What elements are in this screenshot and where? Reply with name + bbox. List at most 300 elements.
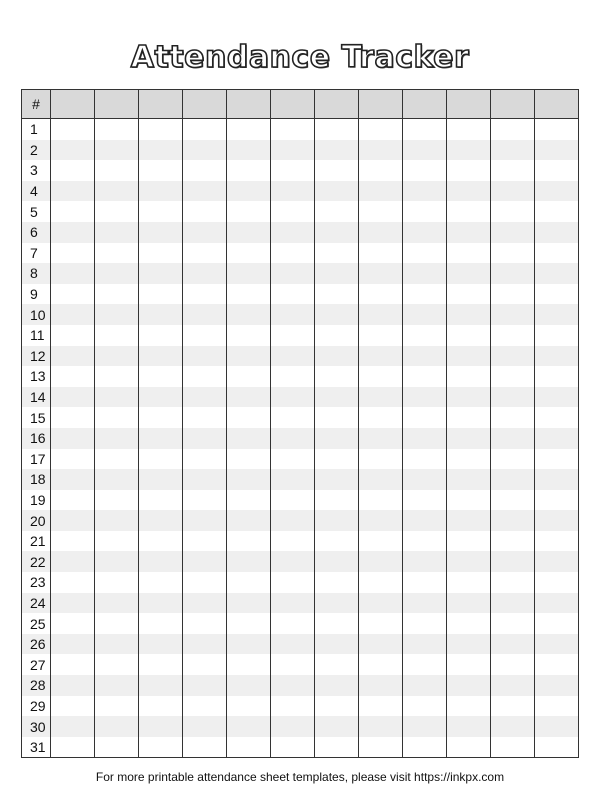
attendance-cell[interactable] — [139, 119, 183, 140]
attendance-cell[interactable] — [315, 696, 359, 717]
attendance-cell[interactable] — [359, 243, 403, 264]
attendance-cell[interactable] — [183, 654, 227, 675]
attendance-cell[interactable] — [51, 551, 95, 572]
attendance-cell[interactable] — [403, 201, 447, 222]
attendance-cell[interactable] — [51, 243, 95, 264]
attendance-cell[interactable] — [183, 469, 227, 490]
attendance-cell[interactable] — [359, 140, 403, 161]
attendance-cell[interactable] — [535, 346, 579, 367]
attendance-cell[interactable] — [535, 407, 579, 428]
attendance-cell[interactable] — [51, 469, 95, 490]
attendance-cell[interactable] — [139, 675, 183, 696]
attendance-column-header[interactable] — [51, 90, 95, 119]
attendance-cell[interactable] — [535, 304, 579, 325]
attendance-cell[interactable] — [315, 346, 359, 367]
attendance-cell[interactable] — [315, 654, 359, 675]
attendance-cell[interactable] — [491, 160, 535, 181]
attendance-column-header[interactable] — [95, 90, 139, 119]
attendance-cell[interactable] — [271, 284, 315, 305]
attendance-cell[interactable] — [535, 140, 579, 161]
attendance-cell[interactable] — [447, 181, 491, 202]
attendance-cell[interactable] — [139, 613, 183, 634]
attendance-cell[interactable] — [95, 428, 139, 449]
attendance-cell[interactable] — [403, 304, 447, 325]
attendance-cell[interactable] — [535, 201, 579, 222]
attendance-cell[interactable] — [271, 469, 315, 490]
attendance-cell[interactable] — [51, 325, 95, 346]
attendance-cell[interactable] — [491, 531, 535, 552]
attendance-cell[interactable] — [491, 737, 535, 758]
attendance-cell[interactable] — [95, 696, 139, 717]
attendance-cell[interactable] — [95, 222, 139, 243]
attendance-cell[interactable] — [315, 263, 359, 284]
attendance-cell[interactable] — [359, 675, 403, 696]
attendance-cell[interactable] — [183, 263, 227, 284]
attendance-column-header[interactable] — [183, 90, 227, 119]
attendance-cell[interactable] — [491, 551, 535, 572]
attendance-cell[interactable] — [139, 716, 183, 737]
attendance-cell[interactable] — [403, 449, 447, 470]
attendance-cell[interactable] — [535, 449, 579, 470]
attendance-cell[interactable] — [183, 181, 227, 202]
attendance-cell[interactable] — [359, 160, 403, 181]
attendance-cell[interactable] — [227, 696, 271, 717]
attendance-cell[interactable] — [227, 449, 271, 470]
attendance-cell[interactable] — [183, 160, 227, 181]
attendance-cell[interactable] — [315, 284, 359, 305]
attendance-cell[interactable] — [447, 243, 491, 264]
attendance-cell[interactable] — [51, 510, 95, 531]
attendance-cell[interactable] — [315, 551, 359, 572]
attendance-cell[interactable] — [227, 263, 271, 284]
attendance-cell[interactable] — [535, 222, 579, 243]
attendance-cell[interactable] — [359, 716, 403, 737]
attendance-cell[interactable] — [315, 469, 359, 490]
attendance-cell[interactable] — [51, 428, 95, 449]
attendance-cell[interactable] — [535, 160, 579, 181]
attendance-cell[interactable] — [271, 490, 315, 511]
attendance-cell[interactable] — [315, 201, 359, 222]
attendance-cell[interactable] — [403, 366, 447, 387]
attendance-cell[interactable] — [447, 572, 491, 593]
attendance-cell[interactable] — [403, 346, 447, 367]
attendance-cell[interactable] — [315, 613, 359, 634]
attendance-cell[interactable] — [51, 531, 95, 552]
attendance-cell[interactable] — [403, 551, 447, 572]
attendance-cell[interactable] — [51, 304, 95, 325]
attendance-cell[interactable] — [183, 346, 227, 367]
attendance-cell[interactable] — [315, 593, 359, 614]
attendance-cell[interactable] — [227, 366, 271, 387]
attendance-cell[interactable] — [315, 160, 359, 181]
attendance-cell[interactable] — [359, 572, 403, 593]
attendance-cell[interactable] — [183, 387, 227, 408]
attendance-cell[interactable] — [403, 531, 447, 552]
attendance-cell[interactable] — [403, 634, 447, 655]
attendance-cell[interactable] — [139, 449, 183, 470]
attendance-cell[interactable] — [271, 140, 315, 161]
attendance-cell[interactable] — [491, 510, 535, 531]
attendance-cell[interactable] — [95, 737, 139, 758]
attendance-cell[interactable] — [535, 634, 579, 655]
attendance-cell[interactable] — [491, 696, 535, 717]
attendance-cell[interactable] — [403, 428, 447, 449]
attendance-cell[interactable] — [227, 160, 271, 181]
attendance-column-header[interactable] — [535, 90, 579, 119]
attendance-cell[interactable] — [51, 407, 95, 428]
attendance-cell[interactable] — [447, 613, 491, 634]
attendance-cell[interactable] — [491, 654, 535, 675]
attendance-column-header[interactable] — [315, 90, 359, 119]
attendance-cell[interactable] — [51, 201, 95, 222]
attendance-cell[interactable] — [491, 572, 535, 593]
attendance-cell[interactable] — [139, 160, 183, 181]
attendance-cell[interactable] — [227, 634, 271, 655]
attendance-cell[interactable] — [359, 222, 403, 243]
attendance-cell[interactable] — [227, 613, 271, 634]
attendance-cell[interactable] — [139, 737, 183, 758]
attendance-cell[interactable] — [139, 593, 183, 614]
attendance-cell[interactable] — [359, 510, 403, 531]
attendance-cell[interactable] — [403, 140, 447, 161]
attendance-cell[interactable] — [359, 428, 403, 449]
attendance-cell[interactable] — [359, 119, 403, 140]
attendance-cell[interactable] — [227, 531, 271, 552]
attendance-cell[interactable] — [95, 490, 139, 511]
attendance-cell[interactable] — [51, 346, 95, 367]
attendance-cell[interactable] — [51, 284, 95, 305]
attendance-cell[interactable] — [535, 572, 579, 593]
attendance-cell[interactable] — [183, 551, 227, 572]
attendance-cell[interactable] — [95, 551, 139, 572]
attendance-cell[interactable] — [315, 675, 359, 696]
attendance-cell[interactable] — [183, 304, 227, 325]
attendance-cell[interactable] — [183, 325, 227, 346]
attendance-cell[interactable] — [535, 675, 579, 696]
attendance-cell[interactable] — [315, 490, 359, 511]
attendance-cell[interactable] — [491, 490, 535, 511]
attendance-cell[interactable] — [359, 201, 403, 222]
attendance-cell[interactable] — [183, 572, 227, 593]
attendance-cell[interactable] — [491, 222, 535, 243]
attendance-cell[interactable] — [535, 387, 579, 408]
attendance-cell[interactable] — [315, 737, 359, 758]
attendance-cell[interactable] — [491, 346, 535, 367]
attendance-cell[interactable] — [95, 119, 139, 140]
attendance-cell[interactable] — [139, 387, 183, 408]
attendance-cell[interactable] — [51, 119, 95, 140]
attendance-cell[interactable] — [271, 737, 315, 758]
attendance-cell[interactable] — [271, 201, 315, 222]
attendance-cell[interactable] — [491, 325, 535, 346]
attendance-column-header[interactable] — [491, 90, 535, 119]
attendance-cell[interactable] — [271, 160, 315, 181]
attendance-cell[interactable] — [95, 284, 139, 305]
attendance-cell[interactable] — [315, 181, 359, 202]
attendance-cell[interactable] — [447, 675, 491, 696]
attendance-cell[interactable] — [447, 593, 491, 614]
attendance-cell[interactable] — [51, 737, 95, 758]
attendance-cell[interactable] — [271, 263, 315, 284]
attendance-column-header[interactable] — [139, 90, 183, 119]
attendance-cell[interactable] — [535, 243, 579, 264]
attendance-cell[interactable] — [535, 593, 579, 614]
attendance-cell[interactable] — [491, 716, 535, 737]
attendance-cell[interactable] — [227, 469, 271, 490]
attendance-cell[interactable] — [139, 243, 183, 264]
attendance-cell[interactable] — [183, 140, 227, 161]
attendance-cell[interactable] — [183, 696, 227, 717]
attendance-cell[interactable] — [139, 634, 183, 655]
attendance-cell[interactable] — [227, 593, 271, 614]
attendance-cell[interactable] — [403, 490, 447, 511]
attendance-cell[interactable] — [95, 634, 139, 655]
attendance-cell[interactable] — [95, 469, 139, 490]
attendance-cell[interactable] — [359, 551, 403, 572]
attendance-cell[interactable] — [315, 387, 359, 408]
attendance-cell[interactable] — [95, 572, 139, 593]
attendance-cell[interactable] — [51, 613, 95, 634]
attendance-cell[interactable] — [95, 510, 139, 531]
attendance-cell[interactable] — [227, 407, 271, 428]
attendance-cell[interactable] — [139, 654, 183, 675]
attendance-cell[interactable] — [403, 243, 447, 264]
attendance-cell[interactable] — [51, 366, 95, 387]
attendance-cell[interactable] — [359, 263, 403, 284]
attendance-cell[interactable] — [139, 304, 183, 325]
attendance-cell[interactable] — [95, 407, 139, 428]
attendance-cell[interactable] — [315, 634, 359, 655]
attendance-cell[interactable] — [491, 613, 535, 634]
attendance-cell[interactable] — [183, 716, 227, 737]
attendance-cell[interactable] — [227, 654, 271, 675]
attendance-cell[interactable] — [315, 325, 359, 346]
attendance-cell[interactable] — [227, 222, 271, 243]
attendance-cell[interactable] — [271, 613, 315, 634]
attendance-cell[interactable] — [95, 613, 139, 634]
attendance-cell[interactable] — [51, 181, 95, 202]
attendance-cell[interactable] — [139, 531, 183, 552]
attendance-cell[interactable] — [403, 510, 447, 531]
attendance-cell[interactable] — [491, 366, 535, 387]
attendance-cell[interactable] — [359, 304, 403, 325]
attendance-cell[interactable] — [95, 654, 139, 675]
attendance-cell[interactable] — [227, 737, 271, 758]
attendance-cell[interactable] — [51, 449, 95, 470]
attendance-cell[interactable] — [183, 737, 227, 758]
attendance-cell[interactable] — [491, 428, 535, 449]
attendance-column-header[interactable] — [403, 90, 447, 119]
attendance-cell[interactable] — [271, 387, 315, 408]
attendance-cell[interactable] — [227, 119, 271, 140]
attendance-cell[interactable] — [535, 551, 579, 572]
attendance-cell[interactable] — [227, 181, 271, 202]
attendance-cell[interactable] — [359, 654, 403, 675]
attendance-cell[interactable] — [447, 325, 491, 346]
attendance-cell[interactable] — [227, 490, 271, 511]
attendance-cell[interactable] — [403, 181, 447, 202]
attendance-cell[interactable] — [315, 428, 359, 449]
attendance-cell[interactable] — [315, 531, 359, 552]
attendance-cell[interactable] — [271, 593, 315, 614]
attendance-cell[interactable] — [359, 346, 403, 367]
attendance-cell[interactable] — [139, 510, 183, 531]
attendance-cell[interactable] — [139, 551, 183, 572]
attendance-cell[interactable] — [359, 490, 403, 511]
attendance-cell[interactable] — [139, 696, 183, 717]
attendance-cell[interactable] — [315, 243, 359, 264]
attendance-cell[interactable] — [183, 222, 227, 243]
attendance-cell[interactable] — [359, 366, 403, 387]
attendance-cell[interactable] — [271, 675, 315, 696]
attendance-cell[interactable] — [271, 634, 315, 655]
attendance-cell[interactable] — [403, 716, 447, 737]
attendance-cell[interactable] — [535, 181, 579, 202]
attendance-cell[interactable] — [403, 263, 447, 284]
attendance-cell[interactable] — [227, 325, 271, 346]
attendance-cell[interactable] — [535, 366, 579, 387]
attendance-cell[interactable] — [315, 140, 359, 161]
attendance-cell[interactable] — [95, 675, 139, 696]
attendance-cell[interactable] — [315, 222, 359, 243]
attendance-cell[interactable] — [403, 119, 447, 140]
attendance-cell[interactable] — [183, 428, 227, 449]
attendance-cell[interactable] — [139, 366, 183, 387]
attendance-cell[interactable] — [271, 716, 315, 737]
attendance-cell[interactable] — [271, 449, 315, 470]
attendance-cell[interactable] — [139, 572, 183, 593]
attendance-cell[interactable] — [447, 201, 491, 222]
attendance-cell[interactable] — [447, 160, 491, 181]
attendance-cell[interactable] — [491, 469, 535, 490]
attendance-cell[interactable] — [535, 119, 579, 140]
attendance-column-header[interactable] — [359, 90, 403, 119]
attendance-cell[interactable] — [51, 572, 95, 593]
attendance-cell[interactable] — [227, 284, 271, 305]
attendance-cell[interactable] — [227, 243, 271, 264]
attendance-cell[interactable] — [491, 593, 535, 614]
attendance-cell[interactable] — [139, 428, 183, 449]
attendance-cell[interactable] — [95, 716, 139, 737]
attendance-cell[interactable] — [359, 407, 403, 428]
attendance-cell[interactable] — [315, 304, 359, 325]
attendance-cell[interactable] — [271, 181, 315, 202]
attendance-cell[interactable] — [183, 201, 227, 222]
attendance-cell[interactable] — [535, 696, 579, 717]
attendance-cell[interactable] — [491, 304, 535, 325]
attendance-cell[interactable] — [403, 593, 447, 614]
attendance-cell[interactable] — [183, 634, 227, 655]
attendance-cell[interactable] — [535, 469, 579, 490]
attendance-cell[interactable] — [447, 531, 491, 552]
attendance-cell[interactable] — [227, 201, 271, 222]
attendance-cell[interactable] — [535, 654, 579, 675]
attendance-cell[interactable] — [183, 593, 227, 614]
attendance-cell[interactable] — [139, 181, 183, 202]
attendance-cell[interactable] — [535, 428, 579, 449]
attendance-cell[interactable] — [139, 263, 183, 284]
attendance-cell[interactable] — [315, 510, 359, 531]
attendance-cell[interactable] — [95, 243, 139, 264]
attendance-cell[interactable] — [359, 181, 403, 202]
attendance-cell[interactable] — [491, 634, 535, 655]
attendance-cell[interactable] — [535, 716, 579, 737]
attendance-cell[interactable] — [183, 449, 227, 470]
attendance-cell[interactable] — [227, 428, 271, 449]
attendance-cell[interactable] — [447, 490, 491, 511]
attendance-cell[interactable] — [95, 181, 139, 202]
attendance-cell[interactable] — [491, 407, 535, 428]
attendance-cell[interactable] — [491, 140, 535, 161]
attendance-cell[interactable] — [447, 366, 491, 387]
attendance-cell[interactable] — [447, 119, 491, 140]
attendance-cell[interactable] — [403, 284, 447, 305]
attendance-cell[interactable] — [491, 387, 535, 408]
attendance-cell[interactable] — [139, 284, 183, 305]
attendance-cell[interactable] — [51, 634, 95, 655]
attendance-cell[interactable] — [95, 325, 139, 346]
attendance-cell[interactable] — [51, 490, 95, 511]
attendance-cell[interactable] — [403, 737, 447, 758]
attendance-cell[interactable] — [183, 510, 227, 531]
attendance-cell[interactable] — [491, 201, 535, 222]
attendance-cell[interactable] — [227, 716, 271, 737]
attendance-cell[interactable] — [535, 490, 579, 511]
attendance-cell[interactable] — [315, 449, 359, 470]
attendance-cell[interactable] — [447, 469, 491, 490]
attendance-cell[interactable] — [403, 325, 447, 346]
attendance-cell[interactable] — [315, 572, 359, 593]
attendance-cell[interactable] — [359, 449, 403, 470]
attendance-cell[interactable] — [447, 304, 491, 325]
attendance-cell[interactable] — [95, 593, 139, 614]
attendance-cell[interactable] — [403, 387, 447, 408]
attendance-cell[interactable] — [535, 263, 579, 284]
attendance-cell[interactable] — [447, 346, 491, 367]
attendance-cell[interactable] — [359, 737, 403, 758]
attendance-cell[interactable] — [271, 551, 315, 572]
attendance-cell[interactable] — [359, 469, 403, 490]
attendance-cell[interactable] — [183, 284, 227, 305]
attendance-cell[interactable] — [95, 263, 139, 284]
attendance-cell[interactable] — [51, 160, 95, 181]
attendance-cell[interactable] — [51, 263, 95, 284]
attendance-cell[interactable] — [359, 613, 403, 634]
attendance-cell[interactable] — [51, 675, 95, 696]
attendance-cell[interactable] — [271, 119, 315, 140]
attendance-cell[interactable] — [139, 407, 183, 428]
attendance-cell[interactable] — [403, 222, 447, 243]
attendance-cell[interactable] — [315, 366, 359, 387]
attendance-cell[interactable] — [491, 119, 535, 140]
attendance-cell[interactable] — [359, 593, 403, 614]
attendance-cell[interactable] — [139, 325, 183, 346]
attendance-cell[interactable] — [447, 449, 491, 470]
attendance-cell[interactable] — [51, 654, 95, 675]
attendance-cell[interactable] — [271, 654, 315, 675]
attendance-column-header[interactable] — [227, 90, 271, 119]
attendance-cell[interactable] — [51, 696, 95, 717]
attendance-cell[interactable] — [227, 675, 271, 696]
attendance-cell[interactable] — [359, 325, 403, 346]
attendance-cell[interactable] — [447, 510, 491, 531]
attendance-cell[interactable] — [403, 613, 447, 634]
attendance-cell[interactable] — [139, 469, 183, 490]
attendance-cell[interactable] — [447, 387, 491, 408]
attendance-cell[interactable] — [403, 469, 447, 490]
attendance-cell[interactable] — [271, 428, 315, 449]
attendance-cell[interactable] — [359, 531, 403, 552]
